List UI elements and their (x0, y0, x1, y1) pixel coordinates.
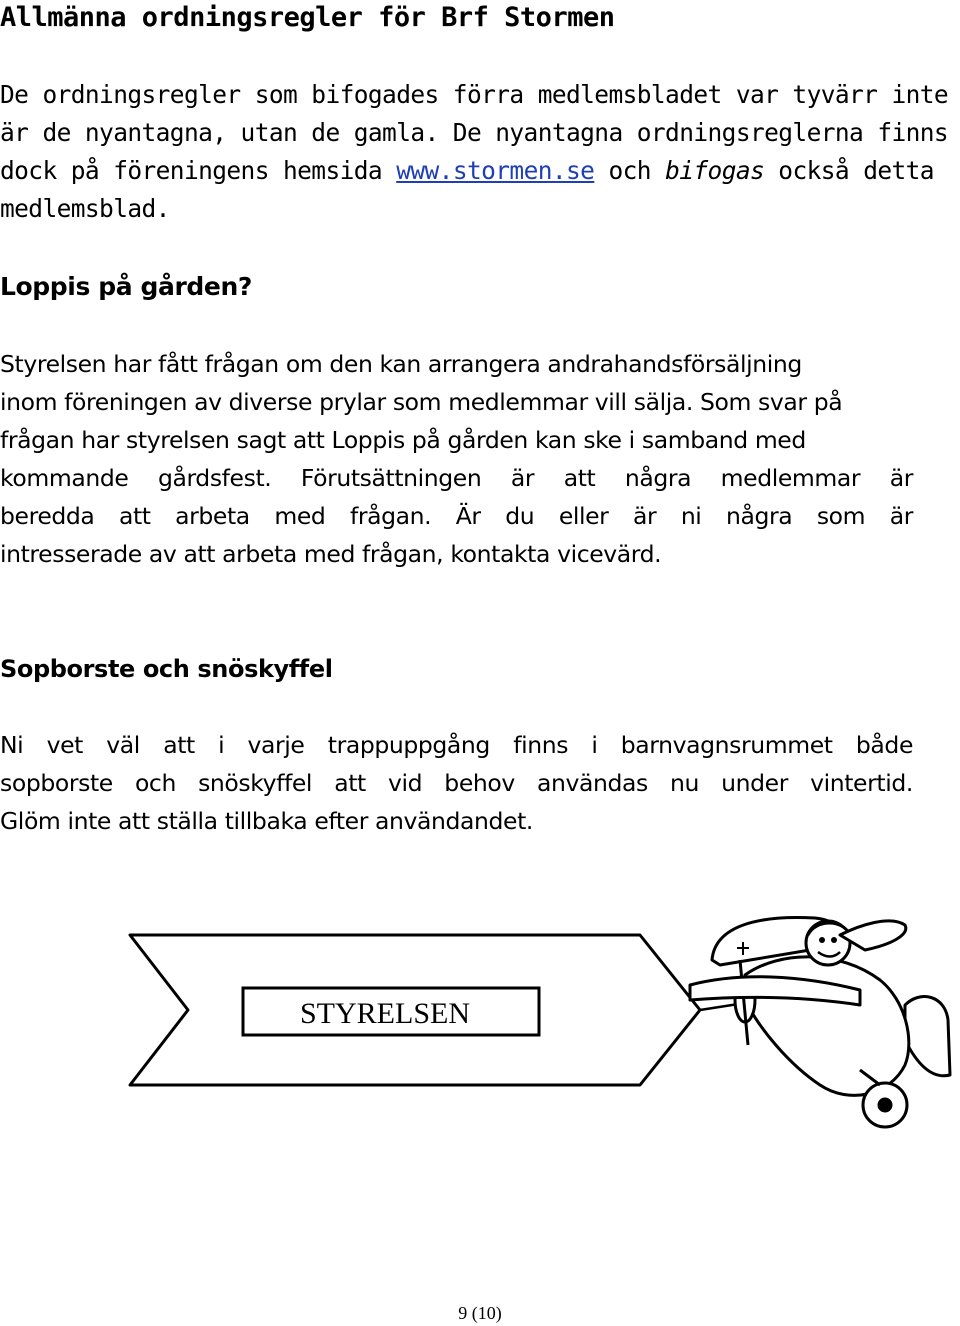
word: i (591, 731, 598, 759)
word: som (816, 502, 866, 530)
page-number: 9 (10) (458, 1303, 502, 1323)
word: är (510, 464, 535, 492)
word: medlemmar (720, 464, 861, 492)
intro-text: och (594, 156, 666, 185)
word: gårdsfest. (157, 464, 272, 492)
word: beredda (0, 502, 95, 530)
loppis-line-1: Styrelsen har fått frågan om den kan arrangera andrahandsförsäljning (0, 350, 802, 378)
loppis-line-6: intresserade av att arbeta med frågan, kontakta vicevärd. (0, 540, 662, 568)
word: nu (670, 769, 699, 797)
intro-line-2: är de nyantagna, utan de gamla. De nyantagna ordningsreglerna finns (0, 118, 949, 147)
word: att (334, 769, 366, 797)
loppis-line-2: inom föreningen av diverse prylar som medlemmar vill sälja. Som svar på (0, 388, 843, 416)
intro-line-1: De ordningsregler som bifogades förra medlemsbladet var tyvärr inte (0, 80, 949, 109)
website-link[interactable]: www.stormen.se (396, 156, 595, 185)
word: varje (247, 731, 305, 759)
word: Förutsättningen (300, 464, 482, 492)
word: barnvagnsrummet (620, 731, 833, 759)
word: frågan. (349, 502, 432, 530)
word: med (274, 502, 326, 530)
word: behov (444, 769, 515, 797)
intro-text: dock på föreningens hemsida (0, 156, 397, 185)
word: kommande (0, 464, 129, 492)
word: väl (106, 731, 140, 759)
word: att (163, 731, 195, 759)
word: Är (455, 502, 481, 530)
intro-italic: bifogas (665, 156, 765, 185)
word: ni (680, 502, 702, 530)
airplane-icon (690, 917, 950, 1127)
word: vid (388, 769, 423, 797)
word: är (889, 502, 913, 530)
word: arbeta (175, 502, 250, 530)
word: Ni (0, 731, 24, 759)
word: vintertid. (810, 769, 913, 797)
word: finns (513, 731, 569, 759)
word: i (218, 731, 225, 759)
word: att (118, 502, 151, 530)
word: både (855, 731, 913, 759)
loppis-heading: Loppis på gården? (0, 272, 252, 301)
word: några (624, 464, 692, 492)
intro-text: också detta (764, 156, 934, 185)
word: snöskyffel (198, 769, 313, 797)
word: användas (537, 769, 648, 797)
word: att (563, 464, 596, 492)
word: är (633, 502, 657, 530)
sopborste-heading: Sopborste och snöskyffel (0, 655, 333, 683)
word: trappuppgång (327, 731, 490, 759)
word: under (721, 769, 788, 797)
word: och (134, 769, 176, 797)
loppis-line-3: frågan har styrelsen sagt att Loppis på gården kan ske i samband med (0, 426, 806, 454)
word: vet (46, 731, 83, 759)
word: några (725, 502, 793, 530)
word: du (505, 502, 535, 530)
word: är (889, 464, 913, 492)
word: eller (558, 502, 609, 530)
word: sopborste (0, 769, 113, 797)
sopborste-line-3: Glöm inte att ställa tillbaka efter användandet. (0, 807, 534, 835)
banner-label: STYRELSEN (299, 997, 471, 1030)
intro-line-4: medlemsblad. (0, 194, 170, 223)
page-title: Allmänna ordningsregler för Brf Stormen (0, 2, 615, 33)
